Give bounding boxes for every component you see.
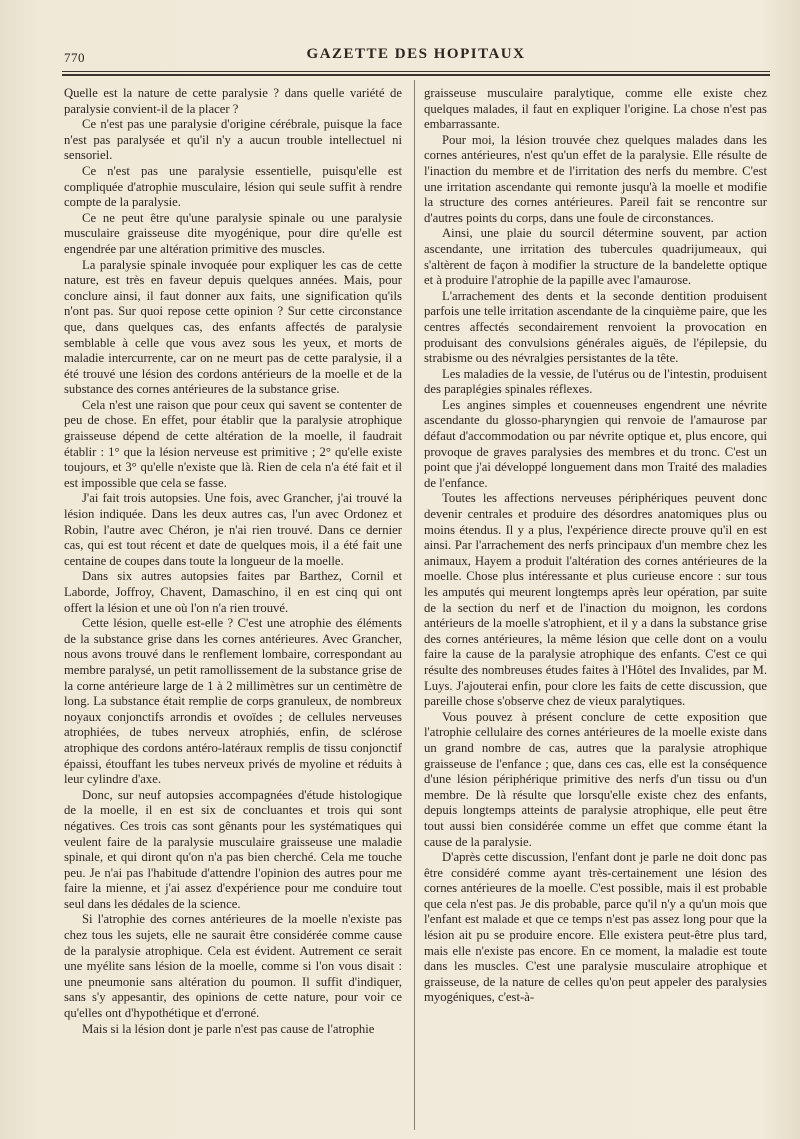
paragraph: La paralysie spinale invoquée pour expliquer les cas de cette nature, est très en faveur depuis quelques années. Mais, pour conclure ainsi, il faut donner aux faits, une signification qu'ils n'ont pas. Sur quoi repose cette opinion ? Sur cette circonstance que, dans quelques cas, des enfants affectés de paralysie semblable à celle que vous avez sous les yeux, et morts de maladie intercurrente, car on ne meurt pas de cette paralysie, il a été trouvé une lésion des cordons antérieurs de la moelle et de la substance des cornes antérieures de la substance grise. — [64, 257, 402, 397]
left-column — [64, 86, 402, 1037]
paragraph: Quelle est la nature de cette paralysie ? dans quelle variété de paralysie convient-il de la placer ? — [64, 86, 402, 116]
paragraph: D'après cette discussion, l'enfant dont je parle ne doit donc pas être considéré comme ayant très-certainement une lésion des cornes antérieures de la moelle. C'est possible, mais il est probable que cela n'est pas. Je dis probable, parce qu'il n'y a qu'un mois que l'enfant est malade et que ce temps n'est pas assez long pour que la lésion ait pu se produire encore. Elle existera peut-être plus tard, mais elle n'existe pas encore. En ce moment, la maladie est toute dans les muscles. C'est une paralysie musculaire atrophique et graisseuse, de la nature de celles qu'on peut appeler des paralysies myogéniques, c'est-à- — [424, 850, 767, 1005]
paragraph: Dans six autres autopsies faites par Barthez, Cornil et Laborde, Joffroy, Chavent, Damaschino, il en est cinq qui ont offert la lésion et une où l'on n'a rien trouvé. — [64, 569, 402, 615]
paragraph: Ce ne peut être qu'une paralysie spinale ou une paralysie musculaire graisseuse dite myogénique, pour dire qu'elle est engendrée par une altération primitive des muscles. — [64, 210, 402, 256]
paragraph: Toutes les affections nerveuses périphériques peuvent donc devenir centrales et produire des désordres anatomiques plus ou moins étendus. Il y a plus, l'expérience directe prouve qu'il en est ainsi. Par l'arrachement des nerfs principaux d'un membre chez les animaux, Hayem a produit l'altération des cornes antérieures de la moelle. Chose plus intéressante et plus curieuse encore : sur tous les amputés qui meurent longtemps après leur opération, par suite de la section du nerf et de l'inaction du moignon, les cordons antérieurs de la moelle s'atrophient, et il y a dans la substance grise des cornes antérieures, la même lésion que celle dont on a voulu faire la cause de la paralysie atrophique des enfants. C'est ce qui résulte des nombreuses études faites à l'Hôtel des Invalides, par M. Luys. J'ajouterai enfin, pour clore les faits de cette discussion, que pareille chose s'observe chez de vieux paralytiques. — [424, 491, 767, 709]
paragraph: Cette lésion, quelle est-elle ? C'est une atrophie des éléments de la substance grise dans les cornes antérieures. Avec Grancher, nous avons trouvé dans le renflement lombaire, correspondant au membre paralysé, un petit ramollissement de la substance grise de la corne antérieure large de 1 à 2 millimètres sur un centimètre de long. La substance était remplie de corps granuleux, de nombreux noyaux conjonctifs arrondis et ovoïdes ; de cellules nerveuses atrophiées, de tubes nerveux atrophiés, enfin, de sclérose atrophique des cordons antéro-latéraux remplis de tissu conjonctif épaissi, étouffant les tubes nerveux privés de myoline et réduits à leur cylindre d'axe. — [64, 616, 402, 787]
page-header — [64, 46, 768, 68]
right-column — [424, 86, 767, 1006]
paragraph: Les angines simples et couenneuses engendrent une névrite ascendante du glosso-pharyngien qui renvoie de l'amaurose par défaut d'accommodation ou par névrite optique et, plus encore, qui provoque de graves paralysies des membres et du tronc. C'est un point que j'ai développé longuement dans mon Traité des maladies de l'enfance. — [424, 397, 767, 490]
paragraph: Ce n'est pas une paralysie d'origine cérébrale, puisque la face n'est pas paralysée et qu'il n'y a aucun trouble intellectuel ni sensoriel. — [64, 117, 402, 163]
paragraph: L'arrachement des dents et la seconde dentition produisent parfois une telle irritation ascendante de la cinquième paire, que les centres affectés secondairement renvoient la provocation en produisant des convulsions générales aiguës, de l'épilepsie, du strabisme ou des névralgies persistantes de la tête. — [424, 288, 767, 366]
paragraph: Les maladies de la vessie, de l'utérus ou de l'intestin, produisent des paraplégies spinales réflexes. — [424, 366, 767, 397]
journal-title: GAZETTE DES HOPITAUX — [306, 46, 526, 62]
header-rule-thin — [62, 71, 770, 72]
paragraph: Mais si la lésion dont je parle n'est pas cause de l'atrophie — [82, 1021, 375, 1036]
paragraph: Cela n'est une raison que pour ceux qui savent se contenter de peu de chose. En effet, pour établir que la paralysie atrophique graisseuse dépend de cette altération de la moelle, il faudrait établir : 1° que la lésion nerveuse est primitive ; 2° qu'elle existe toujours, et 3° qu'elle n'existe que là. Rien de cela n'a été fait et il est impossible que cela se fasse. — [64, 397, 402, 490]
paragraph: graisseuse musculaire paralytique, comme elle existe chez quelques malades, il faut en expliquer l'origine. La chose n'est pas embarrassante. — [424, 86, 767, 132]
paragraph: Ce n'est pas une paralysie essentielle, puisqu'elle est compliquée d'atrophie musculaire, lésion qui seule suffit à rendre compte de la paralysie. — [64, 163, 402, 210]
paragraph: Pour moi, la lésion trouvée chez quelques malades dans les cornes antérieures, n'est qu'un effet de la paralysie. Elle résulte de l'inaction du membre et de l'irritation des nerfs du membre. C'est une irritation ascendante qui remonte jusqu'à la moelle et modifie la structure des cornes antérieures. Pareil fait se rencontre sur d'autres points du corps, dans une foule de circonstances. — [424, 132, 767, 225]
header-rule-thick — [62, 74, 770, 76]
column-divider — [414, 80, 415, 1130]
paragraph: J'ai fait trois autopsies. Une fois, avec Grancher, j'ai trouvé la lésion indiquée. Dans les deux autres cas, l'un avec Ordonez et Robin, l'autre avec Chéron, je n'ai rien trouvé. Dans ce dernier cas, qui est tout récent et date de quelques mois, il a été fait une centaine de coupes dans toute la longueur de la moelle. — [64, 491, 402, 568]
paragraph: Vous pouvez à présent conclure de cette exposition que l'atrophie cellulaire des cornes antérieures de la moelle existe dans un grand nombre de cas, autres que la paralysie atrophique graisseuse de l'enfance ; que, dans ces cas, elle est la conséquence d'une lésion périphérique primitive des nerfs d'un tissu ou d'un membre. De là résulte que lorsqu'elle existe chez des enfants, depuis longtemps atteints de paralysie atrophique, elle peut être tout aussi bien considérée comme un effet que comme étant la cause de la paralysie. — [424, 709, 767, 849]
paragraph: Si l'atrophie des cornes antérieures de la moelle n'existe pas chez tous les sujets, elle ne saurait être considérée comme cause de la paralysie atrophique. Cela est évident. Autrement ce serait une myélite sans lésion de la moelle, comme si l'on vous disait : une pneumonie sans altération du poumon. Il suffit d'indiquer, sans s'y appesantir, des opinions de cette nature, pour voir ce qu'elles ont d'hypothétique et d'erroné. — [64, 912, 402, 1021]
paragraph: Donc, sur neuf autopsies accompagnées d'étude histologique de la moelle, il en est six de concluantes et trois qui sont négatives. Ces trois cas sont gênants pour les systématiques qui veulent faire de la paralysie musculaire graisseuse une maladie spinale, et qui diront qu'on n'a pas bien cherché. Cela me touche peu. Je n'ai pas l'habitude d'attendre l'opinion des autres pour me faire la mienne, et j'ai assez d'expérience pour me conduire tout seul dans les dédales de la science. — [64, 787, 402, 911]
paragraph: Ainsi, une plaie du sourcil détermine souvent, par action ascendante, une irritation des tubercules quadrijumeaux, qui s'altèrent de façon à modifier la structure de la bandelette optique et à produire l'atrophie de la papille avec l'amaurose. — [424, 226, 767, 288]
page-number: 770 — [64, 50, 85, 65]
